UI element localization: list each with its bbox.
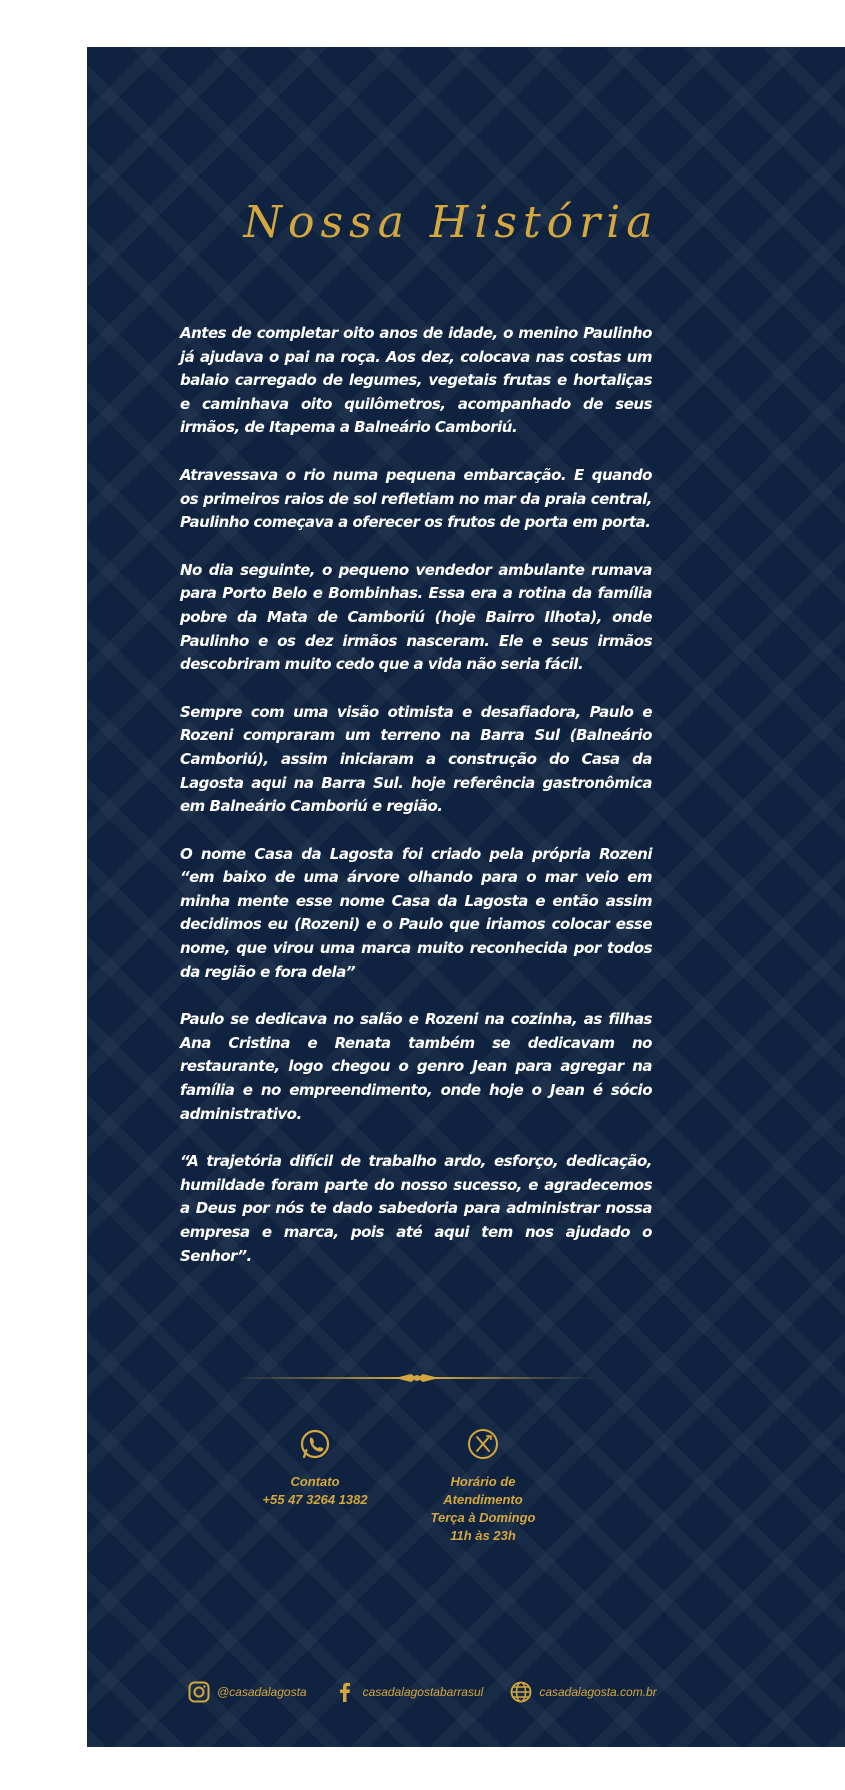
contact-phone[interactable]: +55 47 3264 1382 <box>262 1492 368 1507</box>
utensils-icon <box>466 1427 500 1461</box>
story-paragraph-1: Antes de completar oito anos de idade, o menino Paulinho já ajudava o pai na roça. Aos dez, colocava nas costas um balaio carregado de legumes, vegetais frutas e hortaliças e caminhava oito quilômetros, acompanhado de seus irmãos, de Itapema a Balneário Camboriú. <box>180 324 652 437</box>
hours-line-4: 11h às 23h <box>450 1528 516 1543</box>
instagram-icon <box>187 1680 211 1704</box>
facebook-icon <box>333 1680 357 1704</box>
facebook-link[interactable] <box>333 1680 484 1704</box>
globe-icon <box>509 1680 533 1704</box>
ornamental-divider <box>239 1372 595 1384</box>
story-paragraph-2: Atravessava o rio numa pequena embarcação. E quando os primeiros raios de sol refletiam no mar da praia central, Paulinho começava a oferecer os frutos de porta em porta. <box>180 465 652 532</box>
instagram-link[interactable] <box>187 1680 307 1704</box>
whatsapp-icon <box>298 1427 332 1461</box>
opening-hours <box>418 1427 548 1545</box>
social-links <box>187 1680 667 1704</box>
story-paragraph-7: “A trajetória difícil de trabalho ardo, esforço, dedicação, humildade foram parte do nosso sucesso, e agradecemos a Deus por nós te dado sabedoria para administrar nossa empresa e marca, pois até aqui tem nos ajudado o Senhor”. <box>180 1152 652 1265</box>
page-title: Nossa História <box>243 197 659 248</box>
website-url: casadalagosta.com.br <box>539 1685 657 1699</box>
hours-line-3: Terça à Domingo <box>430 1510 536 1525</box>
contact-info[interactable] <box>255 1427 375 1509</box>
story-paragraph-5: O nome Casa da Lagosta foi criado pela própria Rozeni “em baixo de uma árvore olhando para o mar veio em minha mente esse nome Casa da Lagosta e então assim decidimos eu (Rozeni) e o Paulo que iriamos colocar esse nome, que virou uma marca muito reconhecida por todos da região e fora dela” <box>180 844 652 981</box>
story-paragraph-3: No dia seguinte, o pequeno vendedor ambulante rumava para Porto Belo e Bombinhas. Essa era a rotina da família pobre da Mata de Camboriú (hoje Bairro Ilhota), onde Paulinho e os dez irmãos nasceram. Ele e seus irmãos descobriram muito cedo que a vida não seria fácil. <box>180 560 652 674</box>
contact-label: Contato <box>290 1474 340 1489</box>
story-paragraph-6: Paulo se dedicava no salão e Rozeni na cozinha, as filhas Ana Cristina e Renata também se dedicavam no restaurante, logo chegou o genro Jean para agregar na família e no empreendimento, onde hoje o Jean é sócio administrativo. <box>180 1010 652 1123</box>
story-text <box>180 322 652 1292</box>
hours-line-1: Horário de <box>450 1474 516 1489</box>
story-panel <box>87 47 845 1747</box>
facebook-handle: casadalagostabarrasul <box>362 1685 484 1699</box>
instagram-handle: @casadalagosta <box>217 1685 307 1699</box>
story-paragraph-4: Sempre com uma visão otimista e desafiadora, Paulo e Rozeni compraram um terreno na Barra Sul (Balneário Camboriú), assim iniciaram a construção do Casa da Lagosta aqui na Barra Sul. hoje referência gastronômica em Balneário Camboriú e região. <box>180 702 652 816</box>
hours-line-2: Atendimento <box>443 1492 523 1507</box>
website-link[interactable] <box>509 1680 656 1704</box>
